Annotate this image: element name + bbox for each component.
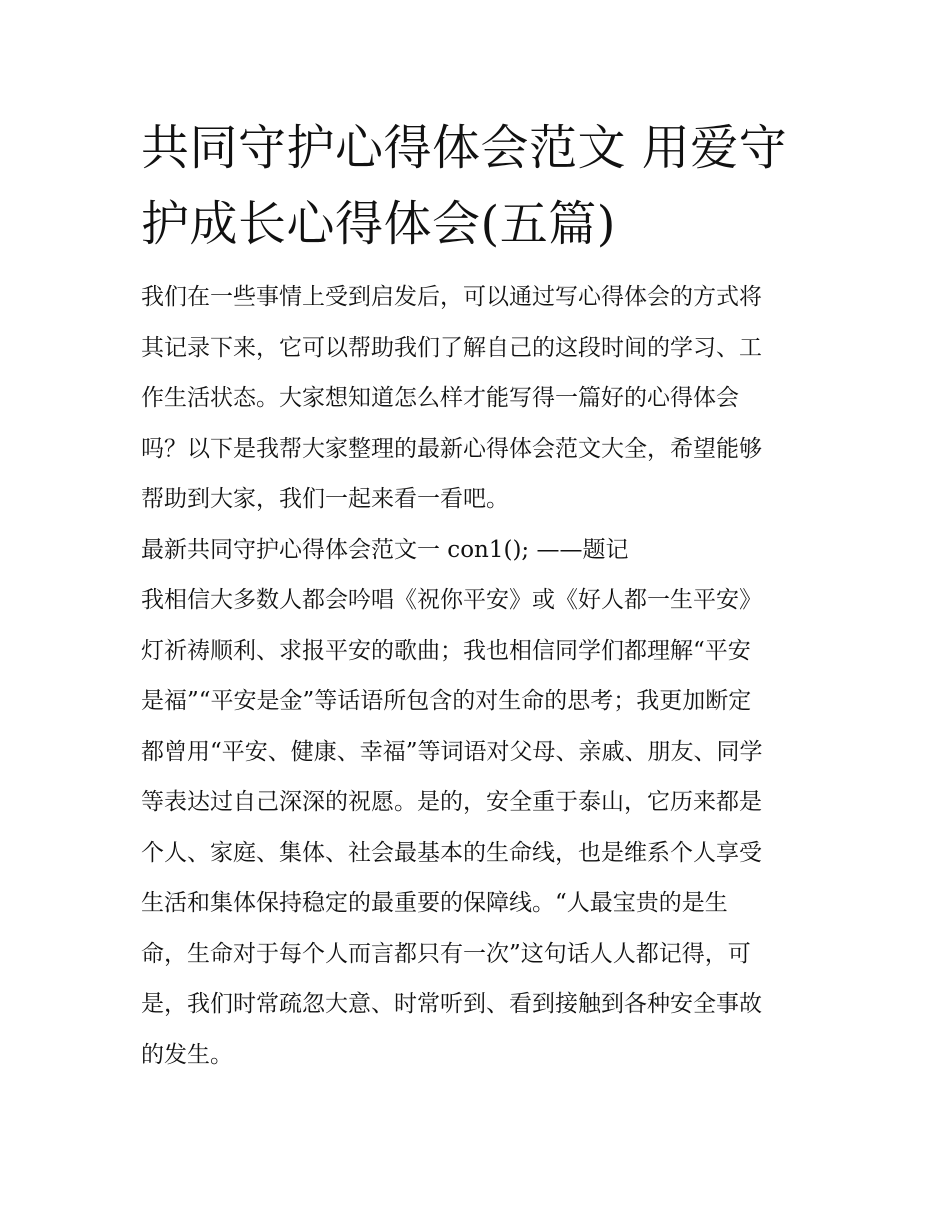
document-page [141, 110, 816, 1080]
document-title [141, 110, 816, 262]
text-line: 最新共同守护心得体会范文一 con1(); ——题记 [141, 536, 629, 563]
document-body [141, 272, 816, 1080]
text-line: 个人、家庭、集体、社会最基本的生命线，也是维系个人享受 [141, 839, 762, 866]
section-heading [141, 525, 816, 576]
text-line: 吗？以下是我帮大家整理的最新心得体会范文大全，希望能够 [141, 435, 762, 462]
text-line: 都曾用“平安、健康、幸福”等词语对父母、亲戚、朋友、同学 [141, 738, 763, 765]
text-line: 帮助到大家，我们一起来看一看吧。 [141, 486, 509, 512]
text-line: 我相信大多数人都会吟唱《祝你平安》或《好人都一生平安》 [141, 587, 762, 613]
text-line: 的发生。 [141, 1041, 233, 1068]
text-line: 是福”“平安是金”等话语所包含的对生命的思考；我更加断定 [141, 688, 752, 714]
text-line: 其记录下来，它可以帮助我们了解自己的这段时间的学习、工 [141, 334, 762, 361]
title-line: 共同守护心得体会范文 用爱守 [141, 120, 788, 176]
text-line: 我们在一些事情上受到启发后，可以通过写心得体会的方式将 [141, 284, 762, 310]
text-line: 灯祈祷顺利、求报平安的歌曲；我也相信同学们都理解“平安 [141, 637, 751, 664]
text-line: 命，生命对于每个人而言都只有一次”这句话人人都记得，可 [141, 940, 751, 967]
text-line: 生活和集体保持稳定的最重要的保障线。“人最宝贵的是生 [141, 890, 728, 916]
intro-paragraph [141, 272, 816, 525]
text-line: 等表达过自己深深的祝愿。是的，安全重于泰山，它历来都是 [141, 789, 762, 815]
text-line: 作生活状态。大家想知道怎么样才能写得一篇好的心得体会 [141, 385, 739, 411]
text-line: 是，我们时常疏忽大意、时常听到、看到接触到各种安全事故 [141, 991, 762, 1017]
title-line: 护成长心得体会(五篇) [141, 196, 616, 252]
body-paragraph [141, 575, 816, 1080]
